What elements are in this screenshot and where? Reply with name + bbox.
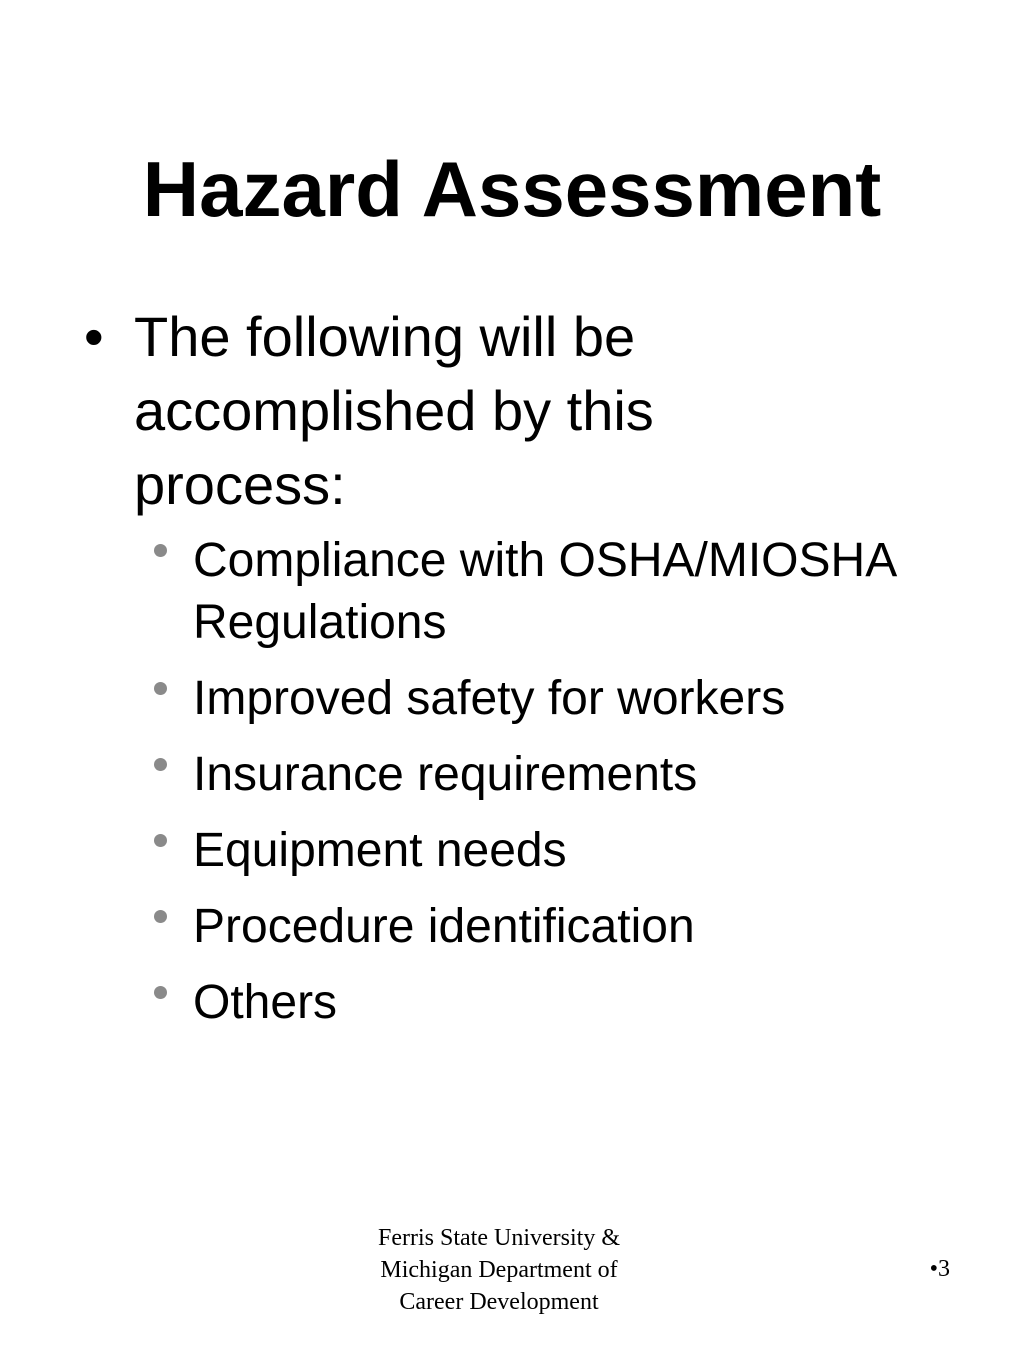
bullet-dot-icon xyxy=(154,758,167,771)
bullet-dot-icon xyxy=(154,544,167,557)
bullet-icon: • xyxy=(84,305,104,368)
sub-bullet-item xyxy=(150,896,930,958)
sub-bullet-item xyxy=(150,530,930,654)
bullet-dot-icon xyxy=(154,910,167,923)
sub-bullet-item xyxy=(150,820,930,882)
sub-bullet-text: Procedure identification xyxy=(193,900,695,953)
slide-title: Hazard Assessment xyxy=(142,145,882,233)
sub-bullet-text: Equipment needs xyxy=(193,824,567,877)
sub-bullet-item xyxy=(150,744,930,806)
sub-bullet-list xyxy=(150,530,930,1048)
main-bullet-text: The following will be accomplished by this process: xyxy=(134,305,654,516)
footer-organization: Ferris State University & Michigan Department of Career Development xyxy=(378,1225,620,1315)
sub-bullet-text: Compliance with OSHA/MIOSHA Regulations xyxy=(193,534,895,649)
bullet-dot-icon xyxy=(154,834,167,847)
sub-bullet-item xyxy=(150,972,930,1034)
sub-bullet-text: Others xyxy=(193,976,338,1029)
sub-bullet-item xyxy=(150,668,930,730)
sub-bullet-text: Insurance requirements xyxy=(193,748,698,801)
bullet-dot-icon xyxy=(154,682,167,695)
bullet-dot-icon xyxy=(154,986,167,999)
sub-bullet-text: Improved safety for workers xyxy=(193,672,786,725)
page-number: •3 xyxy=(929,1256,950,1282)
